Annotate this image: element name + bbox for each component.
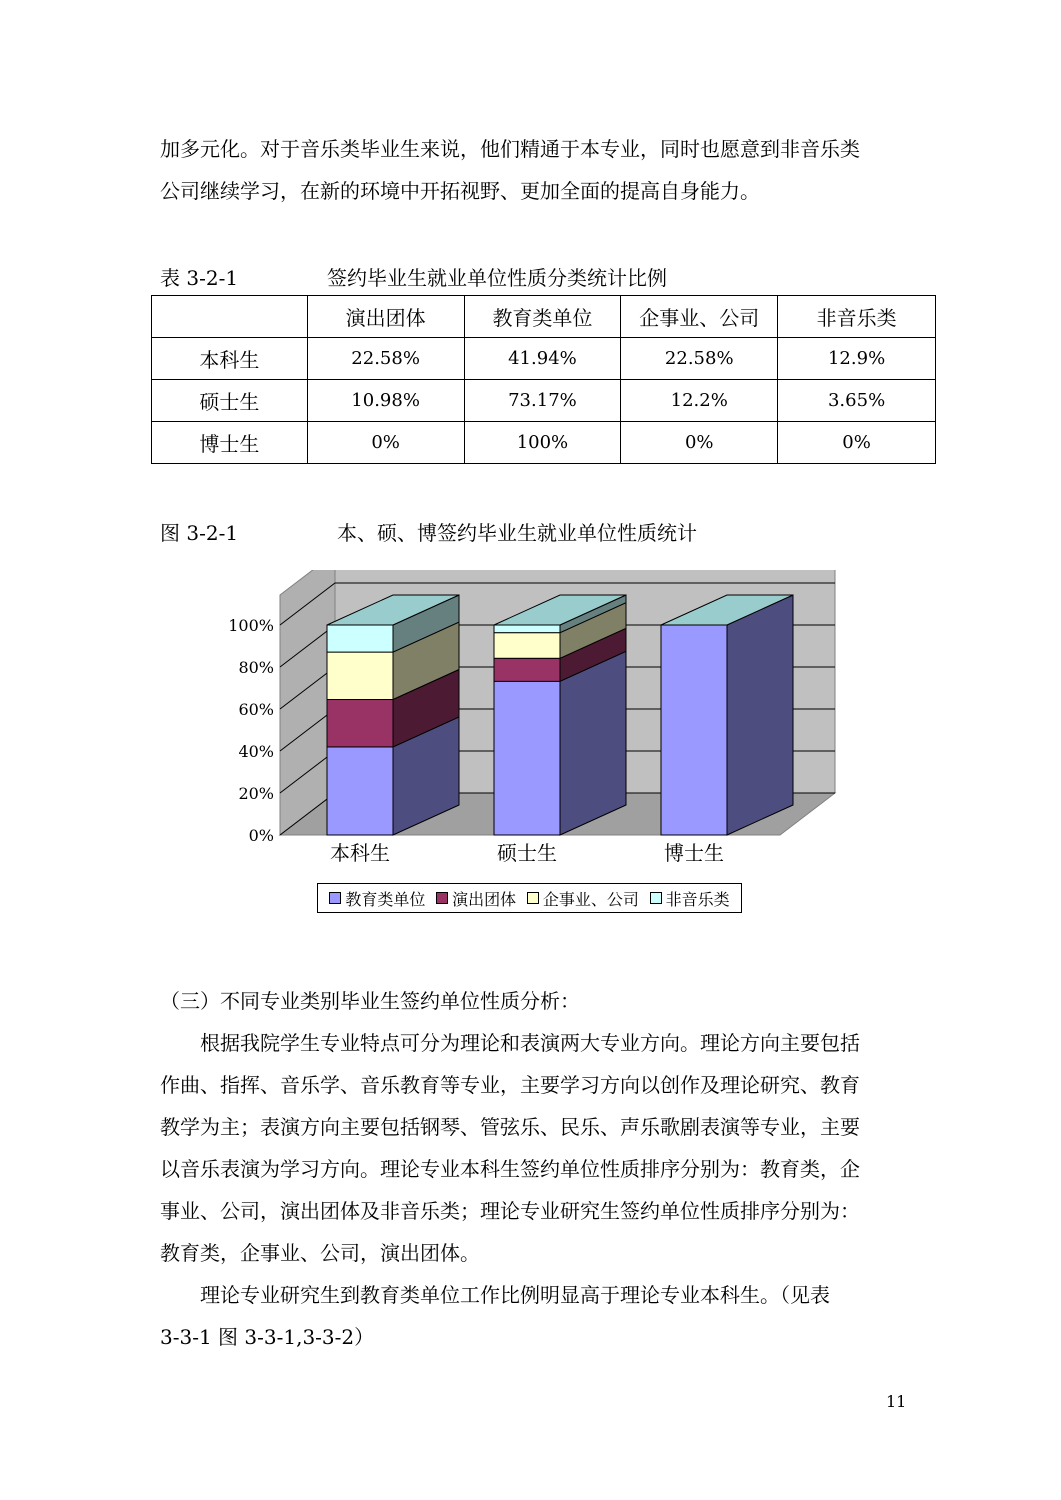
- chart-svg: [220, 570, 860, 880]
- section-heading: （三）不同专业类别毕业生签约单位性质分析：: [160, 989, 580, 1013]
- legend-swatch: [650, 892, 662, 904]
- paragraph-line: 以音乐表演为学习方向。理论专业本科生签约单位性质排序分别为：教育类，企: [160, 1157, 860, 1181]
- section-paragraph-1: [160, 1022, 905, 1274]
- table-cell: 0%: [778, 422, 936, 464]
- paragraph-line: 3-3-1 图 3-3-1,3-3-2）: [160, 1325, 375, 1349]
- table-header-cell: 教育类单位: [464, 296, 621, 338]
- table-cell: 3.65%: [778, 380, 936, 422]
- y-tick-label: 40%: [238, 742, 274, 761]
- y-tick-label: 0%: [248, 826, 274, 845]
- legend-item: [650, 887, 730, 910]
- table-title: 签约毕业生就业单位性质分类统计比例: [327, 266, 667, 290]
- section-paragraph-2: [160, 1274, 905, 1358]
- legend-item: [329, 887, 425, 910]
- y-tick-label: 20%: [238, 784, 274, 803]
- paragraph-line: 作曲、指挥、音乐学、音乐教育等专业，主要学习方向以创作及理论研究、教育: [160, 1073, 860, 1097]
- x-category-label: 硕士生: [497, 841, 557, 865]
- table-header-cell: [152, 296, 308, 338]
- row-label: 本科生: [152, 338, 308, 380]
- table-cell: 73.17%: [464, 380, 621, 422]
- table-cell: 22.58%: [307, 338, 464, 380]
- table-header-cell: 企事业、公司: [621, 296, 778, 338]
- table-cell: 10.98%: [307, 380, 464, 422]
- row-label: 硕士生: [152, 380, 308, 422]
- intro-line: 加多元化。对于音乐类毕业生来说，他们精通于本专业，同时也愿意到非音乐类: [160, 137, 860, 161]
- bar-segment-side: [560, 651, 626, 835]
- y-tick-label: 100%: [228, 616, 274, 635]
- table-cell: 12.9%: [778, 338, 936, 380]
- x-category-label: 本科生: [330, 841, 390, 865]
- table-header-cell: 非音乐类: [778, 296, 936, 338]
- table-cell: 12.2%: [621, 380, 778, 422]
- bar-segment-front: [327, 747, 393, 835]
- paragraph-line: 根据我院学生专业特点可分为理论和表演两大专业方向。理论方向主要包括: [200, 1031, 860, 1055]
- figure-title: 本、硕、博签约毕业生就业单位性质统计: [337, 521, 697, 545]
- paragraph-line: 事业、公司，演出团体及非音乐类；理论专业研究生签约单位性质排序分别为：: [160, 1199, 860, 1223]
- bar-segment-front: [494, 681, 560, 835]
- bar-segment-front: [494, 658, 560, 681]
- table-row: [152, 338, 936, 380]
- bar-segment-front: [494, 633, 560, 659]
- table-header-cell: 演出团体: [307, 296, 464, 338]
- legend-label: 企事业、公司: [542, 889, 639, 909]
- table-row: [152, 380, 936, 422]
- table-label: 表 3-2-1: [160, 266, 239, 290]
- intro-paragraph: [160, 128, 905, 212]
- legend-label: 非音乐类: [665, 889, 730, 909]
- bar-segment-front: [494, 625, 560, 633]
- legend-label: 演出团体: [452, 889, 517, 909]
- row-label: 博士生: [152, 422, 308, 464]
- paragraph-line: 教学为主；表演方向主要包括钢琴、管弦乐、民乐、声乐歌剧表演等专业，主要: [160, 1115, 860, 1139]
- stats-table: [151, 295, 936, 464]
- legend-item: [527, 887, 639, 910]
- bar-segment-front: [327, 700, 393, 747]
- table-header-row: [152, 296, 936, 338]
- intro-line: 公司继续学习，在新的环境中开拓视野、更加全面的提高自身能力。: [160, 179, 760, 203]
- chart-legend: [317, 883, 742, 913]
- table-row: [152, 422, 936, 464]
- table-cell: 100%: [464, 422, 621, 464]
- bar-segment-front: [327, 652, 393, 699]
- table-cell: 22.58%: [621, 338, 778, 380]
- y-tick-label: 60%: [238, 700, 274, 719]
- bar-segment-front: [661, 625, 727, 835]
- paragraph-line: 教育类，企事业、公司，演出团体。: [160, 1241, 480, 1265]
- page-number: 11: [886, 1392, 907, 1411]
- stacked-bar-chart: [220, 570, 860, 930]
- table-cell: 41.94%: [464, 338, 621, 380]
- y-tick-label: 80%: [238, 658, 274, 677]
- legend-swatch: [527, 892, 539, 904]
- bar-segment-front: [327, 625, 393, 652]
- x-category-label: 博士生: [664, 841, 724, 865]
- legend-item: [436, 887, 516, 910]
- legend-swatch: [329, 892, 341, 904]
- table-cell: 0%: [307, 422, 464, 464]
- legend-label: 教育类单位: [345, 889, 426, 909]
- bar-segment-side: [727, 595, 793, 835]
- legend-swatch: [436, 892, 448, 904]
- paragraph-line: 理论专业研究生到教育类单位工作比例明显高于理论专业本科生。（见表: [200, 1283, 830, 1307]
- figure-label: 图 3-2-1: [160, 521, 239, 545]
- table-cell: 0%: [621, 422, 778, 464]
